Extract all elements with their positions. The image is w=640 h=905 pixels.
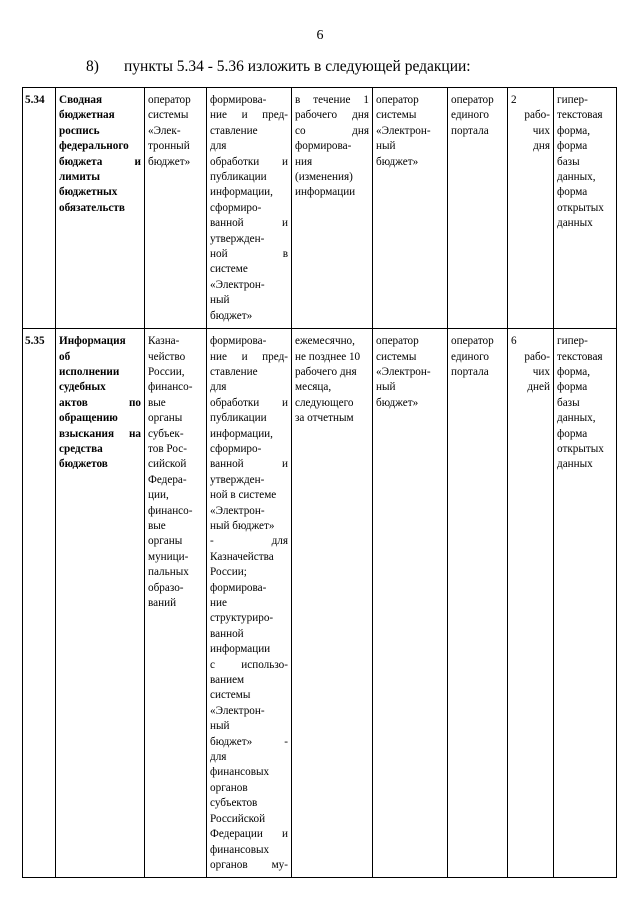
cell-word: му- <box>271 858 288 871</box>
cell-line <box>210 350 288 365</box>
cell-line: ный <box>376 140 396 153</box>
cell-line: судебных <box>59 381 106 394</box>
cell-line <box>210 247 288 262</box>
cell-line: Сводная <box>59 94 103 106</box>
cell-word: и <box>282 396 288 409</box>
cell-line: гипер- <box>557 94 588 106</box>
cell-line: органы <box>148 535 183 548</box>
table-row <box>23 88 617 329</box>
cell-line: муници- <box>148 550 189 563</box>
cell-line: 5.35 <box>25 335 45 348</box>
cell-line <box>210 735 288 750</box>
cell-line: оператор <box>451 94 494 106</box>
cell-line: структуриро- <box>210 612 274 625</box>
item-name-cell <box>56 88 145 329</box>
cell-line: ние <box>210 597 227 609</box>
cell-line: ставление <box>210 124 258 137</box>
method-cell <box>207 88 292 329</box>
cell-word: дня <box>352 109 369 122</box>
cell-line: ваний <box>148 597 177 609</box>
cell-line: информации <box>295 186 356 199</box>
cell-line: формирова- <box>210 335 267 348</box>
cell-line: единого <box>451 109 489 122</box>
cell-line: образо- <box>148 581 184 594</box>
cell-line: «Элек- <box>148 124 181 137</box>
cell-line: «Электрон- <box>376 365 431 378</box>
cell-line: за отчетным <box>295 412 354 425</box>
cell-word: течение <box>313 94 351 106</box>
cell-line: ный бюджет» <box>210 519 275 532</box>
cell-line <box>59 427 141 442</box>
cell-line: данных <box>557 458 593 471</box>
cell-line: субъектов <box>210 797 258 810</box>
cell-line: оператор <box>148 94 191 106</box>
cell-word: и <box>282 155 288 168</box>
item-number-cell <box>23 329 56 878</box>
cell-line: ной в системе <box>210 489 277 502</box>
cell-word: ванной <box>210 458 244 471</box>
cell-line: средства <box>59 442 103 455</box>
cell-line <box>295 124 369 139</box>
cell-line: следующего <box>295 396 354 409</box>
cell-line: пальных <box>148 566 189 579</box>
cell-line <box>210 155 288 170</box>
cell-line: дня <box>533 140 550 153</box>
cell-line: бюджетная <box>59 109 115 122</box>
cell-line: Казначейства <box>210 550 274 563</box>
cell-line: «Электрон- <box>210 278 265 291</box>
cell-line: органы <box>148 412 183 425</box>
cell-line: системы <box>376 109 417 122</box>
cell-line: роспись <box>59 124 100 137</box>
cell-line: публикации <box>210 412 267 425</box>
cell-line: тронный <box>148 140 190 153</box>
cell-line: оператор <box>376 94 419 106</box>
cell-line <box>210 658 288 673</box>
cell-line: форма <box>557 427 588 440</box>
cell-line: системы <box>148 109 189 122</box>
format-cell <box>554 88 617 329</box>
cell-line: бюджет» <box>148 155 191 168</box>
cell-line: субъек- <box>148 427 184 440</box>
owner-cell <box>145 329 207 878</box>
cell-line: ный <box>376 381 396 394</box>
cell-line <box>59 396 141 411</box>
cell-line: гипер- <box>557 335 588 348</box>
cell-line: России, <box>148 365 185 378</box>
cell-line: утвержден- <box>210 473 265 486</box>
cell-word: - <box>210 535 214 548</box>
cell-word: использо- <box>241 658 288 671</box>
cell-line: 5.34 <box>25 94 45 106</box>
cell-line: информации, <box>210 186 273 199</box>
cell-line: портала <box>451 124 489 137</box>
cell-line: ния <box>295 155 313 168</box>
cell-line: системы <box>376 350 417 363</box>
cell-word: ние <box>210 109 227 122</box>
cell-line: сформиро- <box>210 201 262 214</box>
cell-line: России; <box>210 566 247 579</box>
cell-line: ежемесячно, <box>295 335 355 348</box>
cell-line: финансо- <box>148 381 193 394</box>
cell-line: финансовых <box>210 843 270 856</box>
cell-word: органов <box>210 858 248 871</box>
cell-line: оператор <box>376 335 419 348</box>
cell-line <box>210 108 288 123</box>
cell-line: «Электрон- <box>210 504 265 517</box>
cell-line: 6 <box>511 335 517 348</box>
cell-word: и <box>282 828 288 841</box>
cell-line: 2 <box>511 94 517 106</box>
cell-line: текстовая <box>557 350 603 363</box>
cell-line: лимиты <box>59 171 101 184</box>
cell-line: Информация <box>59 335 126 348</box>
cell-line: вые <box>148 396 166 409</box>
cell-line: бюджетных <box>59 186 118 199</box>
cell-line: утвержден- <box>210 232 265 245</box>
intro-text: пункты 5.34 - 5.36 изложить в следующей редакции: <box>124 58 471 75</box>
cell-line: формирова- <box>295 140 352 153</box>
cell-line: ный <box>210 294 230 307</box>
cell-line: органов <box>210 781 248 794</box>
cell-line: единого <box>451 350 489 363</box>
cell-line: текстовая <box>557 109 603 122</box>
table-row <box>23 329 617 878</box>
cell-line <box>210 396 288 411</box>
cell-line: сформиро- <box>210 442 262 455</box>
cell-line: ванием <box>210 674 245 687</box>
cell-line: портала <box>451 365 489 378</box>
cell-line: исполнении <box>59 365 120 378</box>
cell-line: Российской <box>210 812 266 825</box>
cell-word: в <box>295 94 301 106</box>
cell-line: для <box>210 140 227 153</box>
page-number: 6 <box>316 28 324 43</box>
cell-line: оператор <box>451 335 494 348</box>
cell-line: дней <box>527 381 550 394</box>
cell-line: публикации <box>210 171 267 184</box>
cell-word: по <box>128 396 141 409</box>
cell-word: 1 <box>363 94 369 106</box>
cell-line: базы <box>557 155 580 168</box>
cell-line: форма <box>557 186 588 199</box>
cell-line: федерального <box>59 140 129 153</box>
cell-line: месяца, <box>295 381 332 394</box>
intro-item-number: 8) <box>86 58 99 75</box>
cell-line: Казна- <box>148 335 180 348</box>
cell-line: формирова- <box>210 581 267 594</box>
cell-word: ние <box>210 350 227 363</box>
cell-line: бюджет» <box>376 396 419 409</box>
intro-line <box>86 58 471 76</box>
cell-line: данных, <box>557 171 596 184</box>
item-number-cell <box>23 88 56 329</box>
cell-word: - <box>284 735 288 748</box>
cell-word: пред- <box>262 109 288 122</box>
cell-line: обращению <box>59 412 118 425</box>
cell-line: Федера- <box>148 473 187 486</box>
cell-word: бюджета <box>59 155 103 168</box>
cell-line: форма <box>557 381 588 394</box>
cell-line: ванной <box>210 627 244 640</box>
cell-line <box>59 155 141 170</box>
cell-word: актов <box>59 396 88 409</box>
cell-line <box>210 858 288 873</box>
item-name-cell <box>56 329 145 878</box>
cell-word: бюджет» <box>210 735 253 748</box>
cell-line: форма, <box>557 365 591 378</box>
cell-line: вые <box>148 519 166 532</box>
cell-line: тов Рос- <box>148 442 187 455</box>
deadline-cell <box>508 329 554 878</box>
cell-word: обработки <box>210 155 260 168</box>
cell-word: на <box>128 427 141 440</box>
cell-line: финансо- <box>148 504 193 517</box>
cell-line: для <box>210 381 227 394</box>
cell-line: рабочего дня <box>295 365 357 378</box>
cell-line <box>210 457 288 472</box>
cell-line: ный <box>210 720 230 733</box>
cell-line: бюджет» <box>210 309 253 322</box>
cell-line: системы <box>210 689 251 702</box>
cell-word: и <box>241 350 248 363</box>
cell-line: ставление <box>210 365 258 378</box>
cell-word: с <box>210 658 215 671</box>
cell-line: данных <box>557 217 593 230</box>
placement-cell <box>448 329 508 878</box>
cell-line: финансовых <box>210 766 270 779</box>
table-body <box>23 88 617 878</box>
cell-word: пред- <box>262 350 288 363</box>
cell-line: чих <box>532 365 550 378</box>
cell-line: открытых <box>557 201 604 214</box>
cell-line: бюджет» <box>376 155 419 168</box>
cell-line <box>210 827 288 842</box>
cell-word: Федерации <box>210 828 263 841</box>
responsible-cell <box>373 88 448 329</box>
cell-line <box>210 216 288 231</box>
cell-word: и <box>282 217 288 230</box>
owner-cell <box>145 88 207 329</box>
term-cell <box>292 329 373 878</box>
cell-word: взыскания <box>59 427 115 440</box>
cell-word: рабочего <box>295 109 338 122</box>
cell-line: рабо- <box>524 350 550 363</box>
cell-word: и <box>241 109 248 122</box>
cell-word: дня <box>352 124 369 137</box>
cell-line: открытых <box>557 442 604 455</box>
placement-cell <box>448 88 508 329</box>
cell-line: форма <box>557 140 588 153</box>
cell-line: (изменения) <box>295 171 353 184</box>
cell-line: чейство <box>148 350 186 363</box>
cell-line: чих <box>532 124 550 137</box>
cell-line: об <box>59 350 71 363</box>
cell-line: данных, <box>557 412 596 425</box>
cell-line: «Электрон- <box>376 124 431 137</box>
cell-word: ванной <box>210 217 244 230</box>
cell-line: базы <box>557 396 580 409</box>
cell-line: информации, <box>210 427 273 440</box>
cell-line: системе <box>210 263 248 276</box>
cell-line <box>295 108 369 123</box>
deadline-cell <box>508 88 554 329</box>
cell-word: в <box>282 248 288 261</box>
cell-line <box>210 534 288 549</box>
cell-line: бюджетов <box>59 458 108 471</box>
cell-line: формирова- <box>210 94 267 106</box>
term-cell <box>292 88 373 329</box>
cell-word: для <box>271 535 288 548</box>
cell-line: форма, <box>557 124 591 137</box>
cell-line: для <box>210 751 227 764</box>
items-table <box>22 87 617 878</box>
cell-word: и <box>282 458 288 471</box>
cell-word: со <box>295 124 306 137</box>
cell-word: и <box>134 155 141 168</box>
method-cell <box>207 329 292 878</box>
format-cell <box>554 329 617 878</box>
cell-line: сийской <box>148 458 187 471</box>
cell-line: «Электрон- <box>210 704 265 717</box>
cell-word: обработки <box>210 396 260 409</box>
cell-line: рабо- <box>524 109 550 122</box>
cell-line: информации <box>210 643 271 656</box>
cell-line: не позднее 10 <box>295 350 361 363</box>
cell-line: ции, <box>148 489 169 502</box>
cell-word: ной <box>210 248 228 261</box>
cell-line: обязательств <box>59 201 125 214</box>
responsible-cell <box>373 329 448 878</box>
cell-line <box>295 93 369 108</box>
